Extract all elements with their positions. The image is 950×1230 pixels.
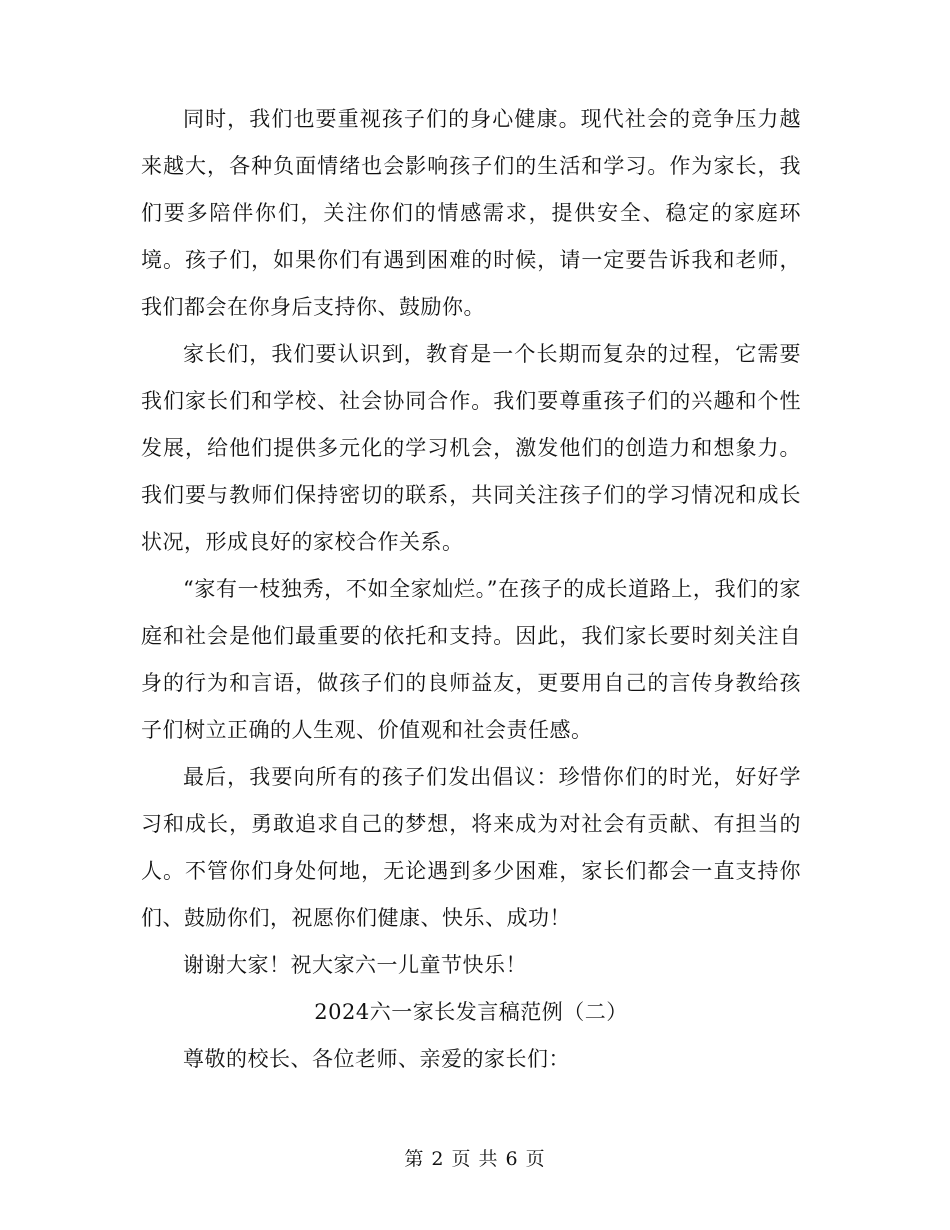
section-title: 2024六一家长发言稿范例（二） [314,1000,628,1024]
paragraph-thanks: 谢谢大家！祝大家六一儿童节快乐！ [183,953,527,977]
paragraph-health: 同时，我们也要重视孩子们的身心健康。现代社会的竞争压力越来越大，各种负面情绪也会影响孩子们的生活和学习。作为家长，我们要多陪伴你们，关注你们的情感需求，提供安全、稳定的家庭环境。孩子们，如果你们有遇到困难的时候，请一定要告诉我和老师，我们都会在你身后支持你、鼓励你。 [141,107,801,319]
paragraph-cooperation: 家长们，我们要认识到，教育是一个长期而复杂的过程，它需要我们家长们和学校、社会协同合作。我们要尊重孩子们的兴趣和个性发展，给他们提供多元化的学习机会，激发他们的创造力和想象力。我们要与教师们保持密切的联系，共同关注孩子们的学习情况和成长状况，形成良好的家校合作关系。 [141,342,801,554]
paragraph-closing: 最后，我要向所有的孩子们发出倡议：珍惜你们的时光，好好学习和成长，勇敢追求自己的梦想，将来成为对社会有贡献、有担当的人。不管你们身处何地，无论遇到多少困难，家长们都会一直支持你们、鼓励你们，祝愿你们健康、快乐、成功！ [141,765,801,930]
salutation: 尊敬的校长、各位老师、亲爱的家长们： [183,1047,570,1071]
page-number-footer: 第 2 页 共 6 页 [404,1148,546,1170]
document-body [141,96,801,1083]
paragraph-family: “家有一枝独秀，不如全家灿烂。”在孩子的成长道路上，我们的家庭和社会是他们最重要的依托和支持。因此，我们家长要时刻关注自身的行为和言语，做孩子们的良师益友，更要用自己的言传身教给孩子们树立正确的人生观、价值观和社会责任感。 [141,577,801,742]
